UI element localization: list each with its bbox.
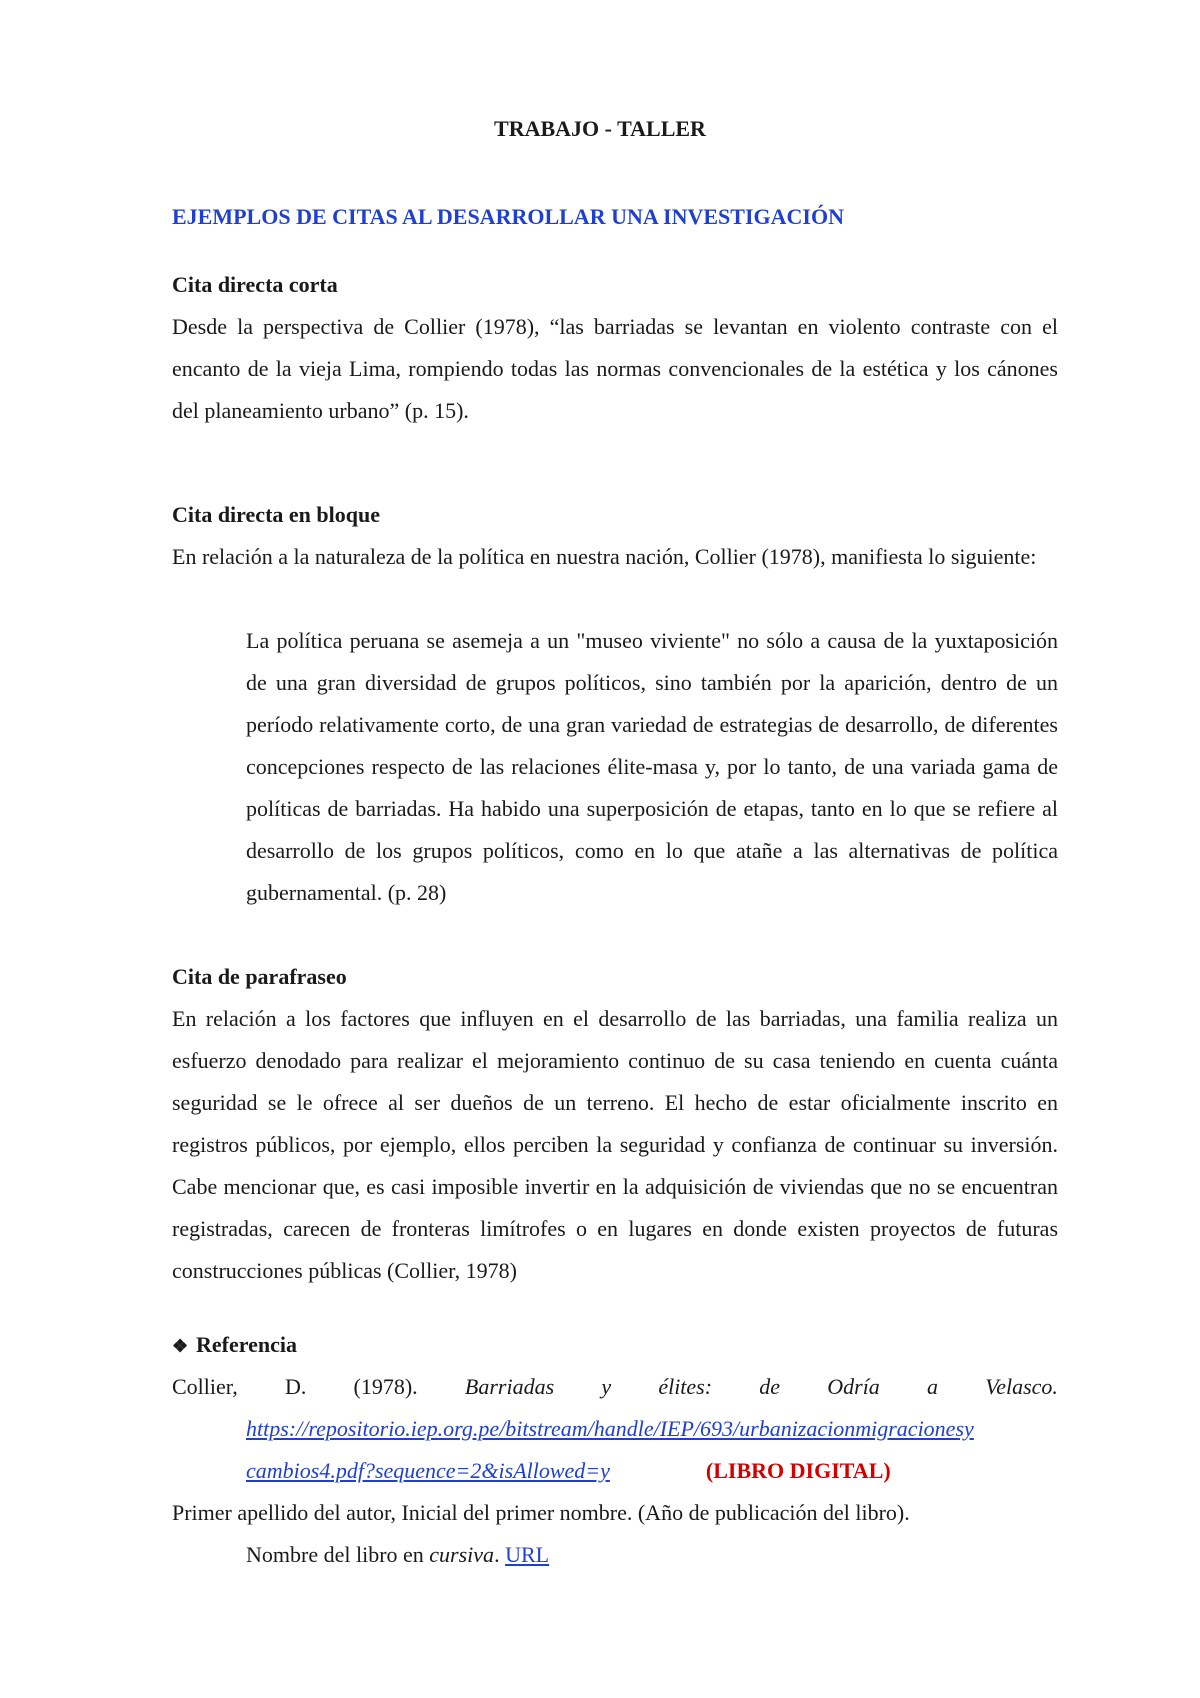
book-title-word: de (759, 1374, 781, 1399)
short-quote-text: Desde la perspectiva de Collier (1978), “las barriadas se levantan en violento contraste con el encanto de la vieja Lima, rompiendo todas las normas convencionales de la estética y los cánones del planeamiento urbano” (p. 15). (172, 314, 1058, 423)
paraphrase-section (172, 956, 1058, 1292)
repository-link[interactable]: https://repositorio.iep.org.pe/bitstream/handle/IEP/693/urbanizacionmigracionesy (246, 1416, 974, 1441)
book-title-word: a (927, 1374, 939, 1399)
paraphrase-text: En relación a los factores que influyen en el desarrollo de las barriadas, una familia realiza un esfuerzo denodado para realizar el mejoramiento continuo de su casa teniendo en cuenta cuánta seguridad se le ofrece al ser dueños de un terreno. El hecho de estar oficialmente inscrito en registros públicos, por ejemplo, ellos perciben la seguridad y confianza de continuar su inversión. Cabe mencionar que, es casi imposible invertir en la adquisición de viviendas que no se encuentran registradas, carecen de fronteras limítrofes o en lugares en donde existen proyectos de futuras construcciones públicas (Collier, 1978) (172, 1006, 1058, 1283)
document-title: TRABAJO - TALLER (494, 116, 706, 141)
block-quote-subtitle: Cita directa en bloque (172, 502, 380, 527)
repository-link-continued[interactable]: cambios4.pdf?sequence=2&isAllowed=y (246, 1458, 610, 1483)
short-quote-section (172, 264, 1058, 432)
template-italic: cursiva (429, 1542, 495, 1567)
book-title-word: Velasco. (985, 1374, 1058, 1399)
template-line-1: Primer apellido del autor, Inicial del primer nombre. (Año de publicación del libro). (172, 1500, 910, 1525)
reference-template (172, 1492, 1058, 1576)
template-dot: . (494, 1542, 506, 1567)
reference-entry (172, 1366, 1058, 1492)
book-title-word: élites: (658, 1374, 713, 1399)
diamond-bullet-icon: ❖ (172, 1336, 189, 1356)
template-prefix: Nombre del libro en (246, 1542, 430, 1567)
reference-link-line (172, 1408, 1058, 1450)
book-title-word: Odría (827, 1374, 880, 1399)
reference-link-line-2 (172, 1450, 1058, 1492)
paraphrase-subtitle: Cita de parafraseo (172, 964, 347, 989)
template-line-2 (172, 1534, 1058, 1576)
short-quote-subtitle: Cita directa corta (172, 272, 338, 297)
reference-heading-label: Referencia (196, 1332, 297, 1357)
citation-initial: D. (284, 1374, 307, 1399)
book-title-word: y (601, 1374, 612, 1399)
block-quote-text: La política peruana se asemeja a un "museo viviente" no sólo a causa de la yuxtaposición de una gran diversidad de grupos políticos, sino también por la aparición, dentro de un período relativamente corto, de una gran variedad de estrategias de desarrollo, de diferentes concepciones respecto de las relaciones élite-masa y, por lo tanto, de una variada gama de políticas de barriadas. Ha habido una superposición de etapas, tanto en lo que se refiere al desarrollo de los grupos políticos, como en lo que atañe a las alternativas de política gubernamental. (p. 28) (246, 628, 1058, 905)
digital-book-tag: (LIBRO DIGITAL) (705, 1458, 891, 1483)
block-quote-intro: En relación a la naturaleza de la política en nuestra nación, Collier (1978), manifiesta lo siguiente: (172, 544, 1037, 569)
section-heading: EJEMPLOS DE CITAS AL DESARROLLAR UNA INVESTIGACIÓN (172, 204, 844, 229)
block-quote-section (172, 494, 1058, 578)
reference-heading (172, 1324, 297, 1367)
reference-citation-line (172, 1366, 1058, 1408)
template-url-link[interactable]: URL (505, 1542, 550, 1567)
book-title-word: Barriadas (464, 1374, 555, 1399)
citation-year: (1978). (353, 1374, 418, 1399)
citation-author: Collier, (172, 1374, 238, 1399)
